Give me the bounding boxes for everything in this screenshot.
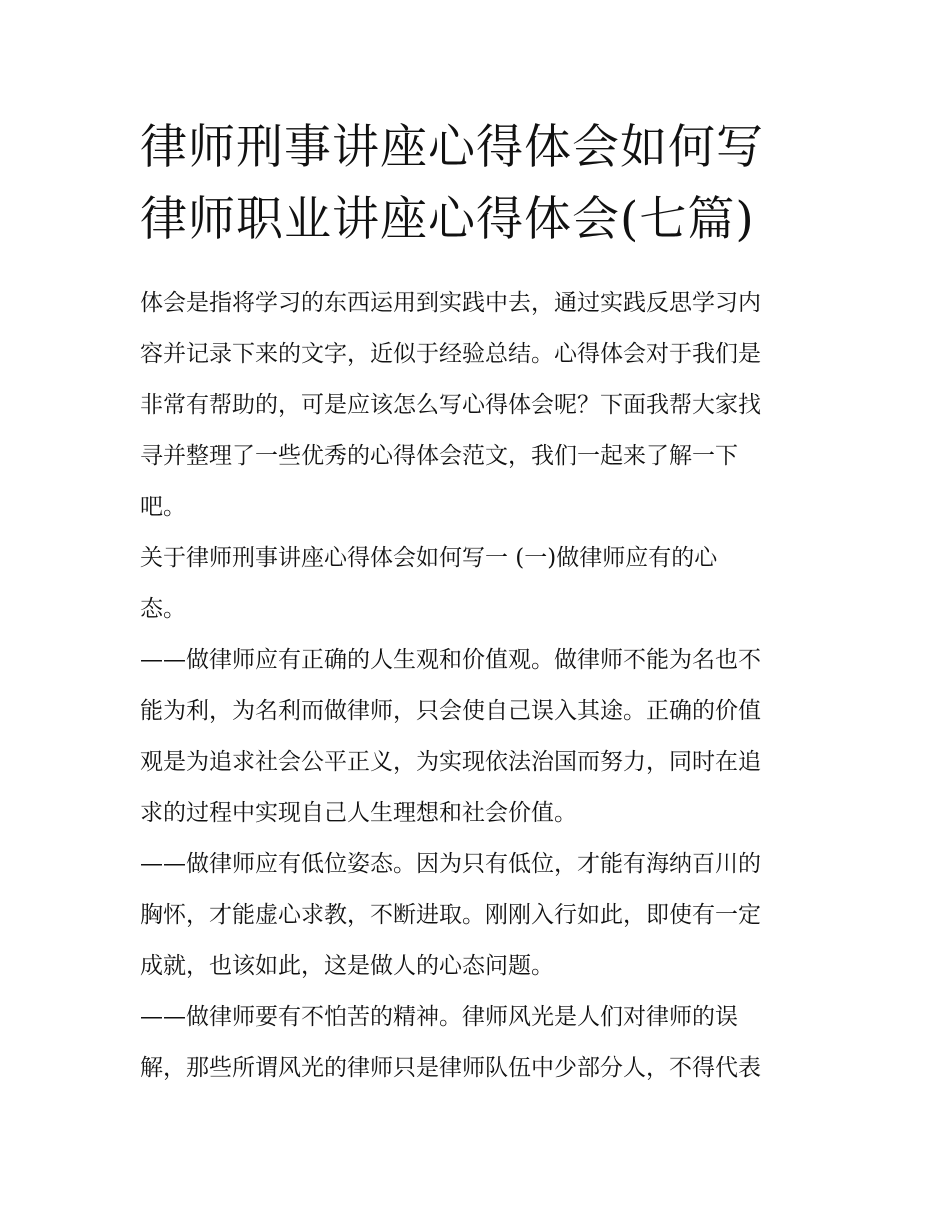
intro-paragraph xyxy=(140,278,820,533)
document-page xyxy=(140,112,820,1094)
text-line: 解，那些所谓风光的律师只是律师队伍中少部分人，不得代表 xyxy=(140,1055,761,1081)
text-line: 态。 xyxy=(140,596,186,622)
text-line: ——做律师应有正确的人生观和价值观。做律师不能为名也不 xyxy=(140,647,761,673)
document-body xyxy=(140,278,820,1094)
text-line: 能为利，为名利而做律师，只会使自己误入其途。正确的价值 xyxy=(140,698,761,724)
text-line: 求的过程中实现自己人生理想和社会价值。 xyxy=(140,800,577,826)
text-line: 成就，也该如此，这是做人的心态问题。 xyxy=(140,953,554,979)
text-line: 体会是指将学习的东西运用到实践中去，通过实践反思学习内 xyxy=(140,290,761,316)
document-title xyxy=(140,112,820,256)
text-line: 寻并整理了一些优秀的心得体会范文，我们一起来了解一下 xyxy=(140,443,738,469)
text-line: 关于律师刑事讲座心得体会如何写一 (一)做律师应有的心 xyxy=(140,545,718,571)
text-line: 容并记录下来的文字，近似于经验总结。心得体会对于我们是 xyxy=(140,341,761,367)
title-line-1: 律师刑事讲座心得体会如何写 xyxy=(140,120,764,175)
text-line: ——做律师应有低位姿态。因为只有低位，才能有海纳百川的 xyxy=(140,851,761,877)
text-line: 吧。 xyxy=(140,494,186,520)
section-heading-paragraph xyxy=(140,533,820,635)
values-paragraph xyxy=(140,635,820,839)
text-line: ——做律师要有不怕苦的精神。律师风光是人们对律师的误 xyxy=(140,1004,738,1030)
attitude-paragraph xyxy=(140,839,820,992)
title-line-2: 律师职业讲座心得体会(七篇) xyxy=(140,192,755,247)
text-line: 胸怀，才能虚心求教，不断进取。刚刚入行如此，即使有一定 xyxy=(140,902,761,928)
text-line: 非常有帮助的，可是应该怎么写心得体会呢？下面我帮大家找 xyxy=(140,392,761,418)
text-line: 观是为追求社会公平正义，为实现依法治国而努力，同时在追 xyxy=(140,749,761,775)
hardship-paragraph xyxy=(140,992,820,1094)
